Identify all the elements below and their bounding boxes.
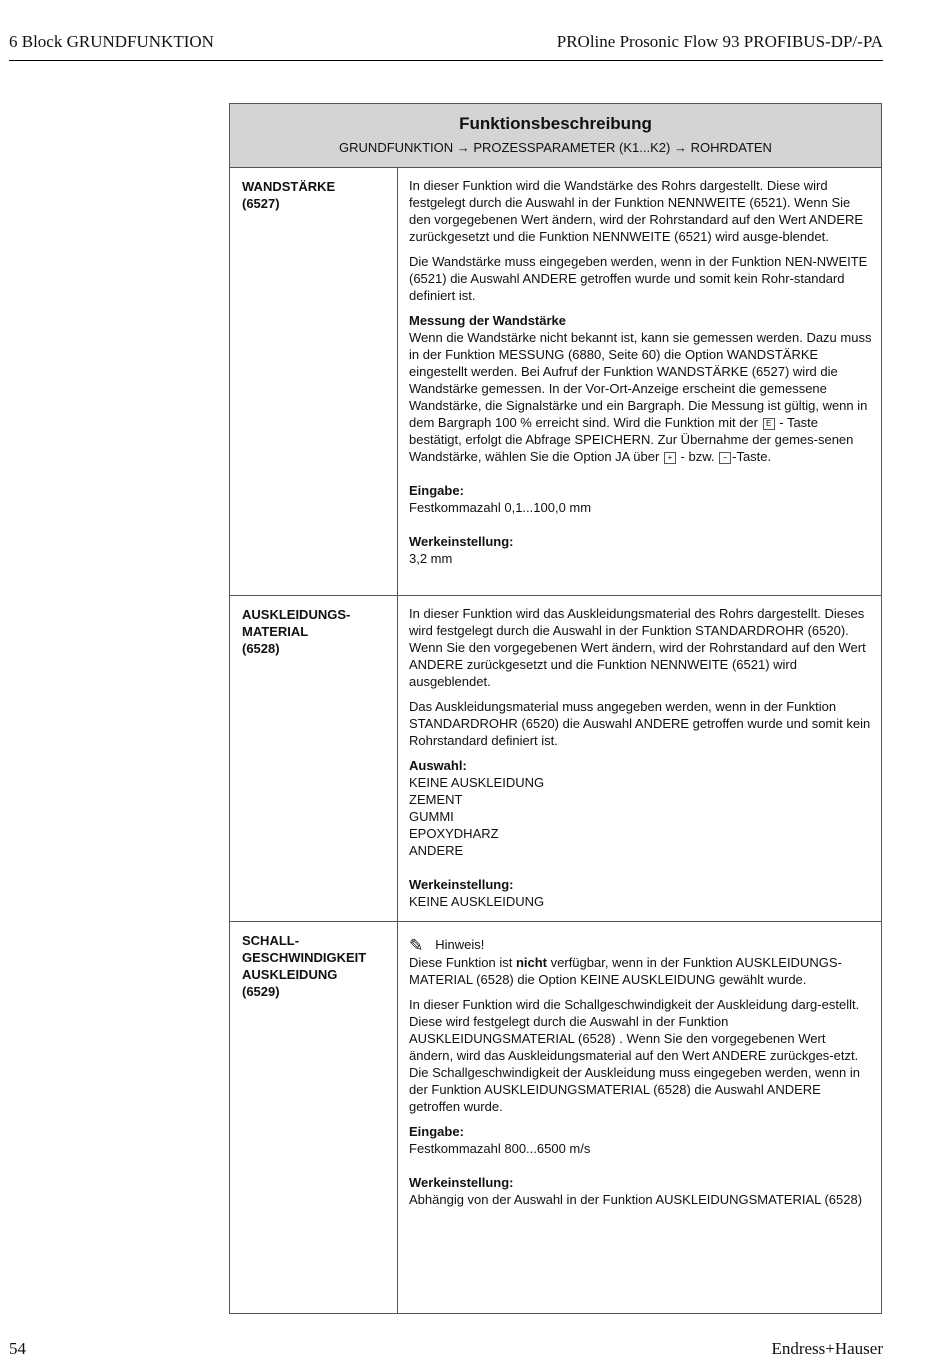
section-title: Eingabe:	[409, 483, 464, 498]
function-number: (6529)	[242, 984, 280, 999]
page-header	[9, 32, 883, 61]
default-value: KEINE AUSKLEIDUNG	[409, 894, 545, 909]
enter-key-icon: E	[763, 418, 775, 430]
input-section	[409, 482, 873, 516]
option-item: ANDERE	[409, 843, 464, 858]
option-item: KEINE AUSKLEIDUNG	[409, 775, 545, 790]
option-item: ZEMENT	[409, 792, 463, 807]
minus-key-icon: −	[719, 452, 731, 464]
pencil-icon: ✎	[409, 936, 424, 956]
section-title: Auswahl:	[409, 758, 467, 773]
note-emphasis: nicht	[515, 955, 548, 971]
input-value: Festkommazahl 0,1...100,0 mm	[409, 500, 592, 515]
section-title: Werkeinstellung:	[409, 1175, 514, 1191]
paragraph: Wenn die Wandstärke nicht bekannt ist, kann sie gemessen werden. Dazu muss in der Funktion MESSUNG (6880, Seite 60) die Option WANDSTÄRKE eingestellt werden. Bei Aufruf der Funktion WANDSTÄRKE (6527) wird die Wandstärke gemessen. In der Vor-Ort-Anzeige erscheint die gemessene Wandstärke, die Signalstärke und ein Bargraph. Die Messung ist gültig, wenn in dem Bargraph 100 % erreicht sind. Wird die Funktion mit der	[409, 330, 872, 430]
function-table	[229, 103, 882, 1314]
measurement-section	[409, 312, 873, 465]
document-title: PROline Prosonic Flow 93 PROFIBUS-DP/-PA	[556, 32, 883, 51]
paragraph: In dieser Funktion wird das Auskleidungsmaterial des Rohrs dargestellt. Dieses wird festgelegt durch die Auswahl in der Funktion STANDARDROHR (6520). Wenn Sie den vorgegebenen Wert ändern, wird der Rohrstandard auf den Wert ANDERE zurückgesetzt und die Funktion NENNWEITE (6521) wird ausgeblendet.	[409, 606, 866, 689]
paragraph: Die Schallgeschwindigkeit der Auskleidung muss eingegeben werden, wenn in der Funktion AUSKLEIDUNGSMATERIAL (6528) die Auswahl ANDERE getroffen wurde.	[409, 1065, 860, 1115]
option-item: EPOXYDHARZ	[409, 826, 499, 841]
note-text-part: Diese Funktion ist	[409, 955, 513, 971]
table-header	[230, 104, 881, 168]
paragraph: In dieser Funktion wird die Wandstärke des Rohrs dargestellt. Diese wird festgelegt durch die Auswahl in der Funktion NENNWEITE (6521). Wenn Sie den vorgegebenen Wert ändern, wird der Rohrstandard auf den Wert ANDERE zurückgesetzt und die Funktion NENNWEITE (6521) wird ausge-blendet.	[409, 178, 864, 244]
default-value: 3,2 mm	[409, 551, 453, 566]
page-number: 54	[9, 1339, 26, 1358]
table-row-wandstaerke	[230, 168, 881, 596]
function-name: WANDSTÄRKE	[242, 179, 336, 194]
table-row-auskleidungsmaterial	[230, 596, 881, 922]
function-name: AUSKLEIDUNGS-	[242, 607, 351, 622]
function-name: MATERIAL	[242, 624, 309, 639]
function-name: AUSKLEIDUNG	[242, 967, 338, 982]
paragraph: Das Auskleidungsmaterial muss angegeben werden, wenn in der Funktion STANDARDROHR (6520) die Auswahl ANDERE getroffen wurde und somit kein Rohrstandard definiert ist.	[409, 699, 871, 748]
row-label	[230, 596, 398, 921]
option-item: GUMMI	[409, 809, 454, 824]
default-section	[409, 533, 873, 567]
paragraph: - Taste bestätigt, erfolgt die Abfrage SPEICHERN. Zur Übernahme der gemes-senen Wandstärke, wählen Sie die Option JA über	[409, 415, 854, 464]
note-text-part: verfügbar, wenn in der Funktion AUSKLEIDUNGS-MATERIAL (6528) die Option KEINE AUSKLEIDUNG gewählt wurde.	[409, 955, 842, 988]
row-label	[230, 922, 398, 1313]
row-description	[398, 168, 881, 567]
function-number: (6527)	[242, 196, 280, 211]
function-name: GESCHWINDIGKEIT	[242, 950, 367, 965]
section-title: Messung der Wandstärke	[409, 313, 567, 328]
chapter-title: 6 Block GRUNDFUNKTION	[9, 32, 214, 51]
paragraph: - bzw.	[680, 449, 715, 464]
note-heading	[409, 936, 873, 954]
table-row-schallgeschwindigkeit	[230, 922, 881, 1313]
row-description	[398, 922, 881, 1208]
function-name: SCHALL-	[242, 933, 300, 948]
note-title: Hinweis!	[435, 937, 485, 952]
note-text	[409, 954, 873, 988]
paragraph: Die Wandstärke muss eingegeben werden, wenn in der Funktion NEN-NWEITE (6521) die Auswahl ANDERE getroffen wurde und somit kein Rohr-standard definiert ist.	[409, 254, 868, 303]
paragraph: In dieser Funktion wird die Schallgeschwindigkeit der Auskleidung darg-estellt. Diese wird festgelegt durch die Auswahl in der Funktion AUSKLEIDUNGSMATERIAL (6528) . Wenn Sie den vorgegebenen Wert ändern, wird das Auskleidungsmaterial auf den Wert ANDERE zurückges-etzt.	[409, 997, 860, 1064]
row-description	[398, 596, 881, 910]
default-section	[409, 876, 873, 910]
default-section	[409, 1174, 873, 1208]
table-title: Funktionsbeschreibung	[459, 114, 652, 133]
options-section	[409, 757, 873, 859]
section-title: Eingabe:	[409, 1124, 464, 1140]
menu-path: GRUNDFUNKTION → PROZESSPARAMETER (K1...K2) → ROHRDATEN	[339, 140, 772, 155]
section-title: Werkeinstellung:	[409, 877, 514, 892]
default-value: Abhängig von der Auswahl in der Funktion AUSKLEIDUNGSMATERIAL (6528)	[409, 1192, 863, 1208]
brand-logo: Endress+Hauser	[771, 1339, 883, 1358]
input-value: Festkommazahl 800...6500 m/s	[409, 1141, 591, 1157]
section-title: Werkeinstellung:	[409, 534, 514, 549]
plus-key-icon: +	[664, 452, 676, 464]
function-number: (6528)	[242, 641, 280, 656]
row-label	[230, 168, 398, 595]
input-section	[409, 1123, 873, 1157]
paragraph: -Taste.	[732, 449, 772, 464]
